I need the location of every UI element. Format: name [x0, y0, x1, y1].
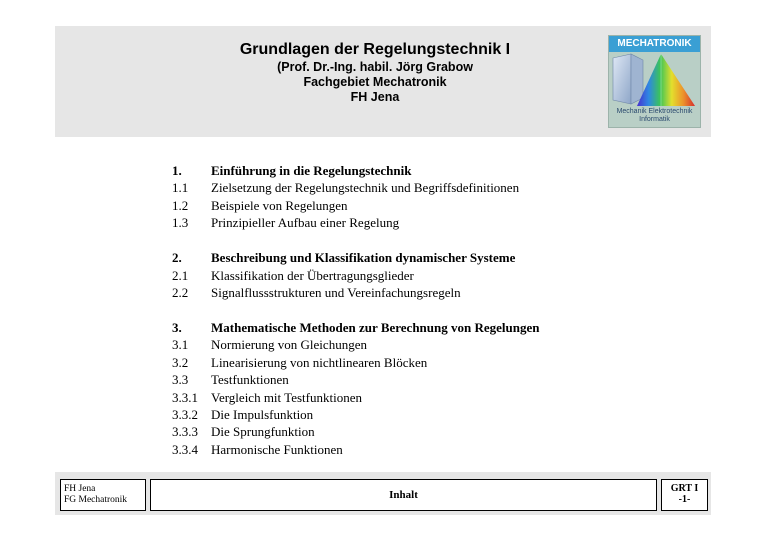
toc-title: Beschreibung und Klassifikation dynamischer Systeme: [211, 250, 516, 266]
footer-course-code: GRT I: [670, 483, 699, 494]
toc-title: Harmonische Funktionen: [211, 441, 343, 457]
slide-header: [55, 26, 711, 137]
page-title: Grundlagen der Regelungstechnik I: [239, 41, 511, 58]
toc-number: 3.3.4: [172, 441, 198, 457]
toc-number: 2.2: [172, 285, 189, 301]
toc-item: [172, 179, 539, 196]
footer-institution-line2: FG Mechatronik: [64, 495, 128, 505]
logo-top-label: MECHATRONIK: [609, 36, 700, 52]
footer-page-number: [661, 479, 708, 511]
table-of-contents: [172, 162, 539, 458]
toc-item: [172, 389, 539, 406]
toc-title: Linearisierung von nichtlinearen Blöcken: [211, 354, 428, 370]
toc-section-heading: [172, 249, 539, 266]
toc-title: Normierung von Gleichungen: [211, 337, 367, 353]
toc-item: [172, 406, 539, 423]
footer-page: -1-: [678, 494, 691, 505]
toc-number: 3.3.1: [172, 389, 198, 405]
toc-title: Die Impulsfunktion: [211, 407, 314, 423]
logo-subtitle-line1: Mechanik Elektrotechnik: [616, 108, 693, 115]
toc-title: Vergleich mit Testfunktionen: [211, 389, 362, 405]
toc-section-heading: [172, 162, 539, 179]
toc-number: 1.: [172, 163, 182, 178]
footer-institution-line1: FH Jena: [64, 484, 96, 494]
toc-title: Testfunktionen: [211, 372, 289, 388]
slide-footer: [55, 472, 711, 515]
toc-title: Signalflussstrukturen und Vereinfachungsregeln: [211, 285, 461, 301]
toc-title: Einführung in die Regelungstechnik: [211, 163, 412, 178]
toc-title: Die Sprungfunktion: [211, 424, 315, 440]
toc-title: Prinzipieller Aufbau einer Regelung: [211, 215, 400, 231]
toc-title: Beispiele von Regelungen: [211, 197, 348, 213]
header-text: [55, 40, 695, 105]
toc-number: 3.3: [172, 372, 189, 388]
header-author: (Prof. Dr.-Ing. habil. Jörg Grabow: [277, 60, 473, 74]
toc-number: 3.2: [172, 354, 189, 370]
toc-number: 3.3.2: [172, 407, 198, 423]
logo-subtitle-line2: Informatik: [639, 116, 670, 123]
toc-item: [172, 284, 539, 301]
toc-item: [172, 441, 539, 458]
toc-number: 3.3.3: [172, 424, 198, 440]
header-institution: FH Jena: [350, 90, 400, 104]
toc-item: [172, 336, 539, 353]
logo-bottom-label: [609, 108, 700, 124]
toc-number: 2.: [172, 250, 182, 266]
toc-title: Mathematische Methoden zur Berechnung von Regelungen: [211, 320, 540, 336]
toc-item: [172, 197, 539, 214]
footer-institution: [60, 479, 146, 511]
toc-section-heading: [172, 319, 539, 336]
toc-number: 1.3: [172, 215, 189, 231]
toc-title: Zielsetzung der Regelungstechnik und Begriffsdefinitionen: [211, 180, 520, 196]
mechatronik-logo: [608, 35, 701, 128]
footer-topic: Inhalt: [150, 479, 657, 511]
toc-number: 3.: [172, 320, 182, 336]
toc-number: 1.1: [172, 180, 189, 196]
toc-item: [172, 354, 539, 371]
toc-item: [172, 267, 539, 284]
toc-item: [172, 423, 539, 440]
toc-title: Klassifikation der Übertragungsglieder: [211, 267, 414, 283]
prism-icon: [609, 52, 700, 108]
toc-number: 3.1: [172, 337, 189, 353]
toc-number: 2.1: [172, 267, 189, 283]
header-department: Fachgebiet Mechatronik: [303, 75, 447, 89]
toc-item: [172, 214, 539, 231]
toc-item: [172, 371, 539, 388]
toc-number: 1.2: [172, 197, 189, 213]
